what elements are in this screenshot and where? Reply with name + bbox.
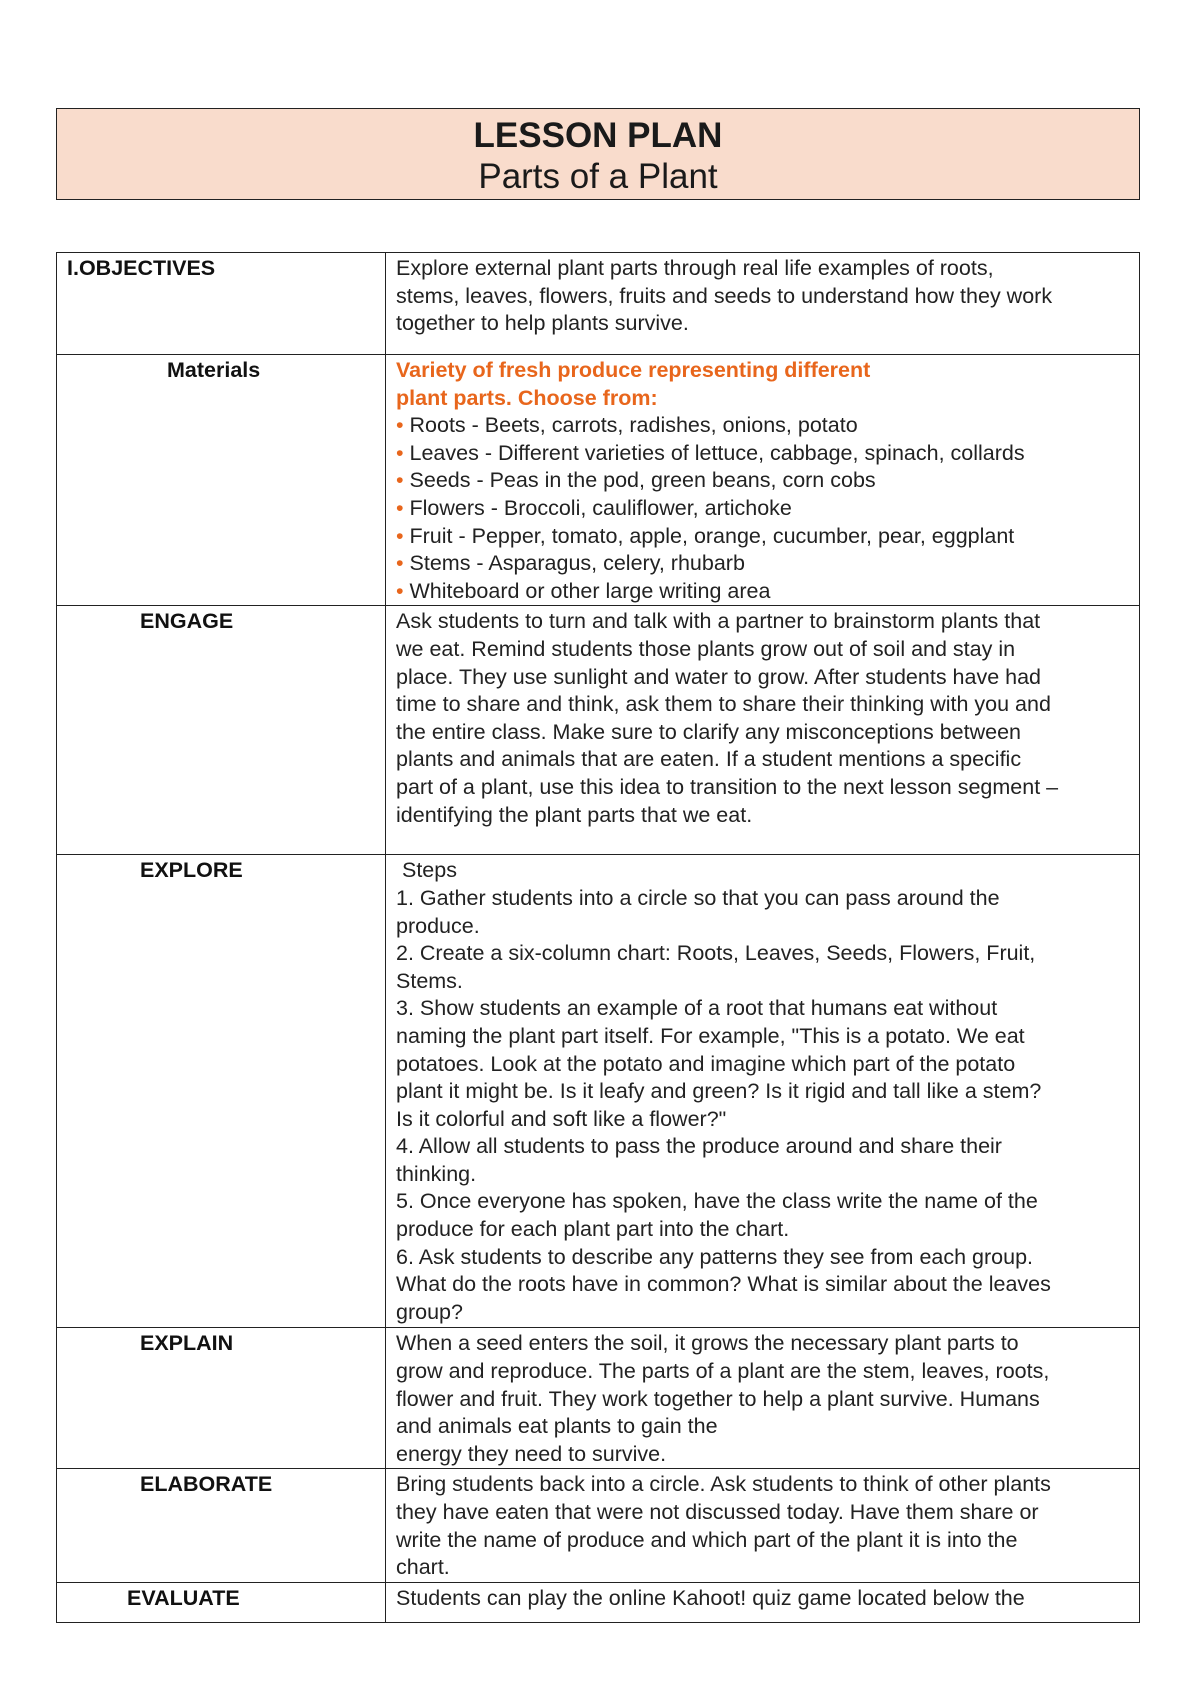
text-line: potatoes. Look at the potato and imagine which part of the potato [396,1051,1016,1076]
text-line: write the name of produce and which part of the plant it is into the [396,1527,1018,1552]
text-line: 6. Ask students to describe any patterns they see from each group. [396,1244,1034,1269]
list-item: • Roots - Beets, carrots, radishes, onions, potato [396,413,858,438]
explain-label: EXPLAIN [140,1331,234,1356]
text-line: naming the plant part itself. For example, "This is a potato. We eat [396,1023,1025,1048]
document-subtitle: Parts of a Plant [478,157,718,196]
lesson-plan-table [56,252,1140,1623]
text-line: 3. Show students an example of a root that humans eat without [396,996,998,1021]
text-line: 1. Gather students into a circle so that you can pass around the [396,885,1000,910]
evaluate-row [57,1582,1140,1622]
bullet-icon: • [396,440,404,465]
evaluate-label: EVALUATE [127,1585,240,1610]
text-line: identifying the plant parts that we eat. [396,802,753,827]
text-line: plants and animals that are eaten. If a student mentions a specific [396,747,1022,772]
text-line: Is it colorful and soft like a flower?" [396,1106,727,1131]
text-line: 5. Once everyone has spoken, have the class write the name of the [396,1189,1038,1214]
text-line: stems, leaves, flowers, fruits and seeds to understand how they work [396,283,1053,308]
materials-label: Materials [167,358,261,382]
explain-text [386,1328,1140,1469]
text-line: we eat. Remind students those plants grow out of soil and stay in [396,636,1016,661]
objectives-label: I.OBJECTIVES [67,256,216,280]
elaborate-label: ELABORATE [140,1472,273,1497]
explain-row [57,1328,1140,1469]
text-line: What do the roots have in common? What is similar about the leaves [396,1272,1051,1297]
elaborate-text [386,1469,1140,1582]
objectives-row [57,253,1140,355]
elaborate-row [57,1469,1140,1582]
text-line: plant it might be. Is it leafy and green? Is it rigid and tall like a stem? [396,1079,1042,1104]
list-item: • Seeds - Peas in the pod, green beans, corn cobs [396,468,876,493]
document-title: LESSON PLAN [473,116,723,155]
list-item: • Stems - Asparagus, celery, rhubarb [396,551,745,576]
list-item: • Leaves - Different varieties of lettuce, cabbage, spinach, collards [396,440,1025,465]
materials-text [386,355,1140,606]
explore-row [57,855,1140,1328]
text-line: Explore external plant parts through real life examples of roots, [396,256,994,280]
bullet-icon: • [396,495,404,520]
engage-text [386,606,1140,855]
bullet-icon: • [396,578,404,603]
text-line: Stems. [396,968,463,993]
bullet-icon: • [396,468,404,493]
text-line: part of a plant, use this idea to transition to the next lesson segment – [396,774,1059,799]
text-line: they have eaten that were not discussed today. Have them share or [396,1499,1039,1524]
list-item: • Flowers - Broccoli, cauliflower, artichoke [396,495,792,520]
text-line: produce. [396,913,480,938]
text-line: time to share and think, ask them to share their thinking with you and [396,692,1051,717]
text-line: thinking. [396,1161,477,1186]
materials-heading: plant parts. Choose from: [396,385,658,410]
text-line: Steps [396,858,457,883]
bullet-icon: • [396,551,404,576]
objectives-text [386,253,1140,355]
text-line: energy they need to survive. [396,1441,667,1466]
text-line: flower and fruit. They work together to help a plant survive. Humans [396,1386,1040,1411]
text-line: and animals eat plants to gain the [396,1414,718,1439]
text-line: place. They use sunlight and water to grow. After students have had [396,664,1042,689]
materials-heading: Variety of fresh produce representing different [396,358,871,382]
list-item: • Whiteboard or other large writing area [396,578,771,603]
bullet-icon: • [396,413,404,438]
explore-label: EXPLORE [140,858,243,883]
text-line: grow and reproduce. The parts of a plant are the stem, leaves, roots, [396,1358,1050,1383]
explore-text [386,855,1140,1328]
text-line: chart. [396,1555,450,1580]
materials-row [57,355,1140,606]
text-line: together to help plants survive. [396,311,689,336]
text-line: 4. Allow all students to pass the produce around and share their [396,1134,1002,1159]
list-item: • Fruit - Pepper, tomato, apple, orange, cucumber, pear, eggplant [396,523,1015,548]
text-line: When a seed enters the soil, it grows the necessary plant parts to [396,1331,1019,1356]
evaluate-text [386,1582,1140,1622]
text-line: group? [396,1299,463,1324]
text-line: produce for each plant part into the chart. [396,1217,790,1242]
text-line: Ask students to turn and talk with a partner to brainstorm plants that [396,609,1041,634]
title-box [56,108,1140,200]
text-line: Students can play the online Kahoot! quiz game located below the [396,1585,1025,1610]
engage-label: ENGAGE [140,609,234,634]
text-line: the entire class. Make sure to clarify any misconceptions between [396,719,1021,744]
bullet-icon: • [396,523,404,548]
text-line: 2. Create a six-column chart: Roots, Leaves, Seeds, Flowers, Fruit, [396,941,1036,966]
text-line: Bring students back into a circle. Ask students to think of other plants [396,1472,1051,1497]
engage-row [57,606,1140,855]
